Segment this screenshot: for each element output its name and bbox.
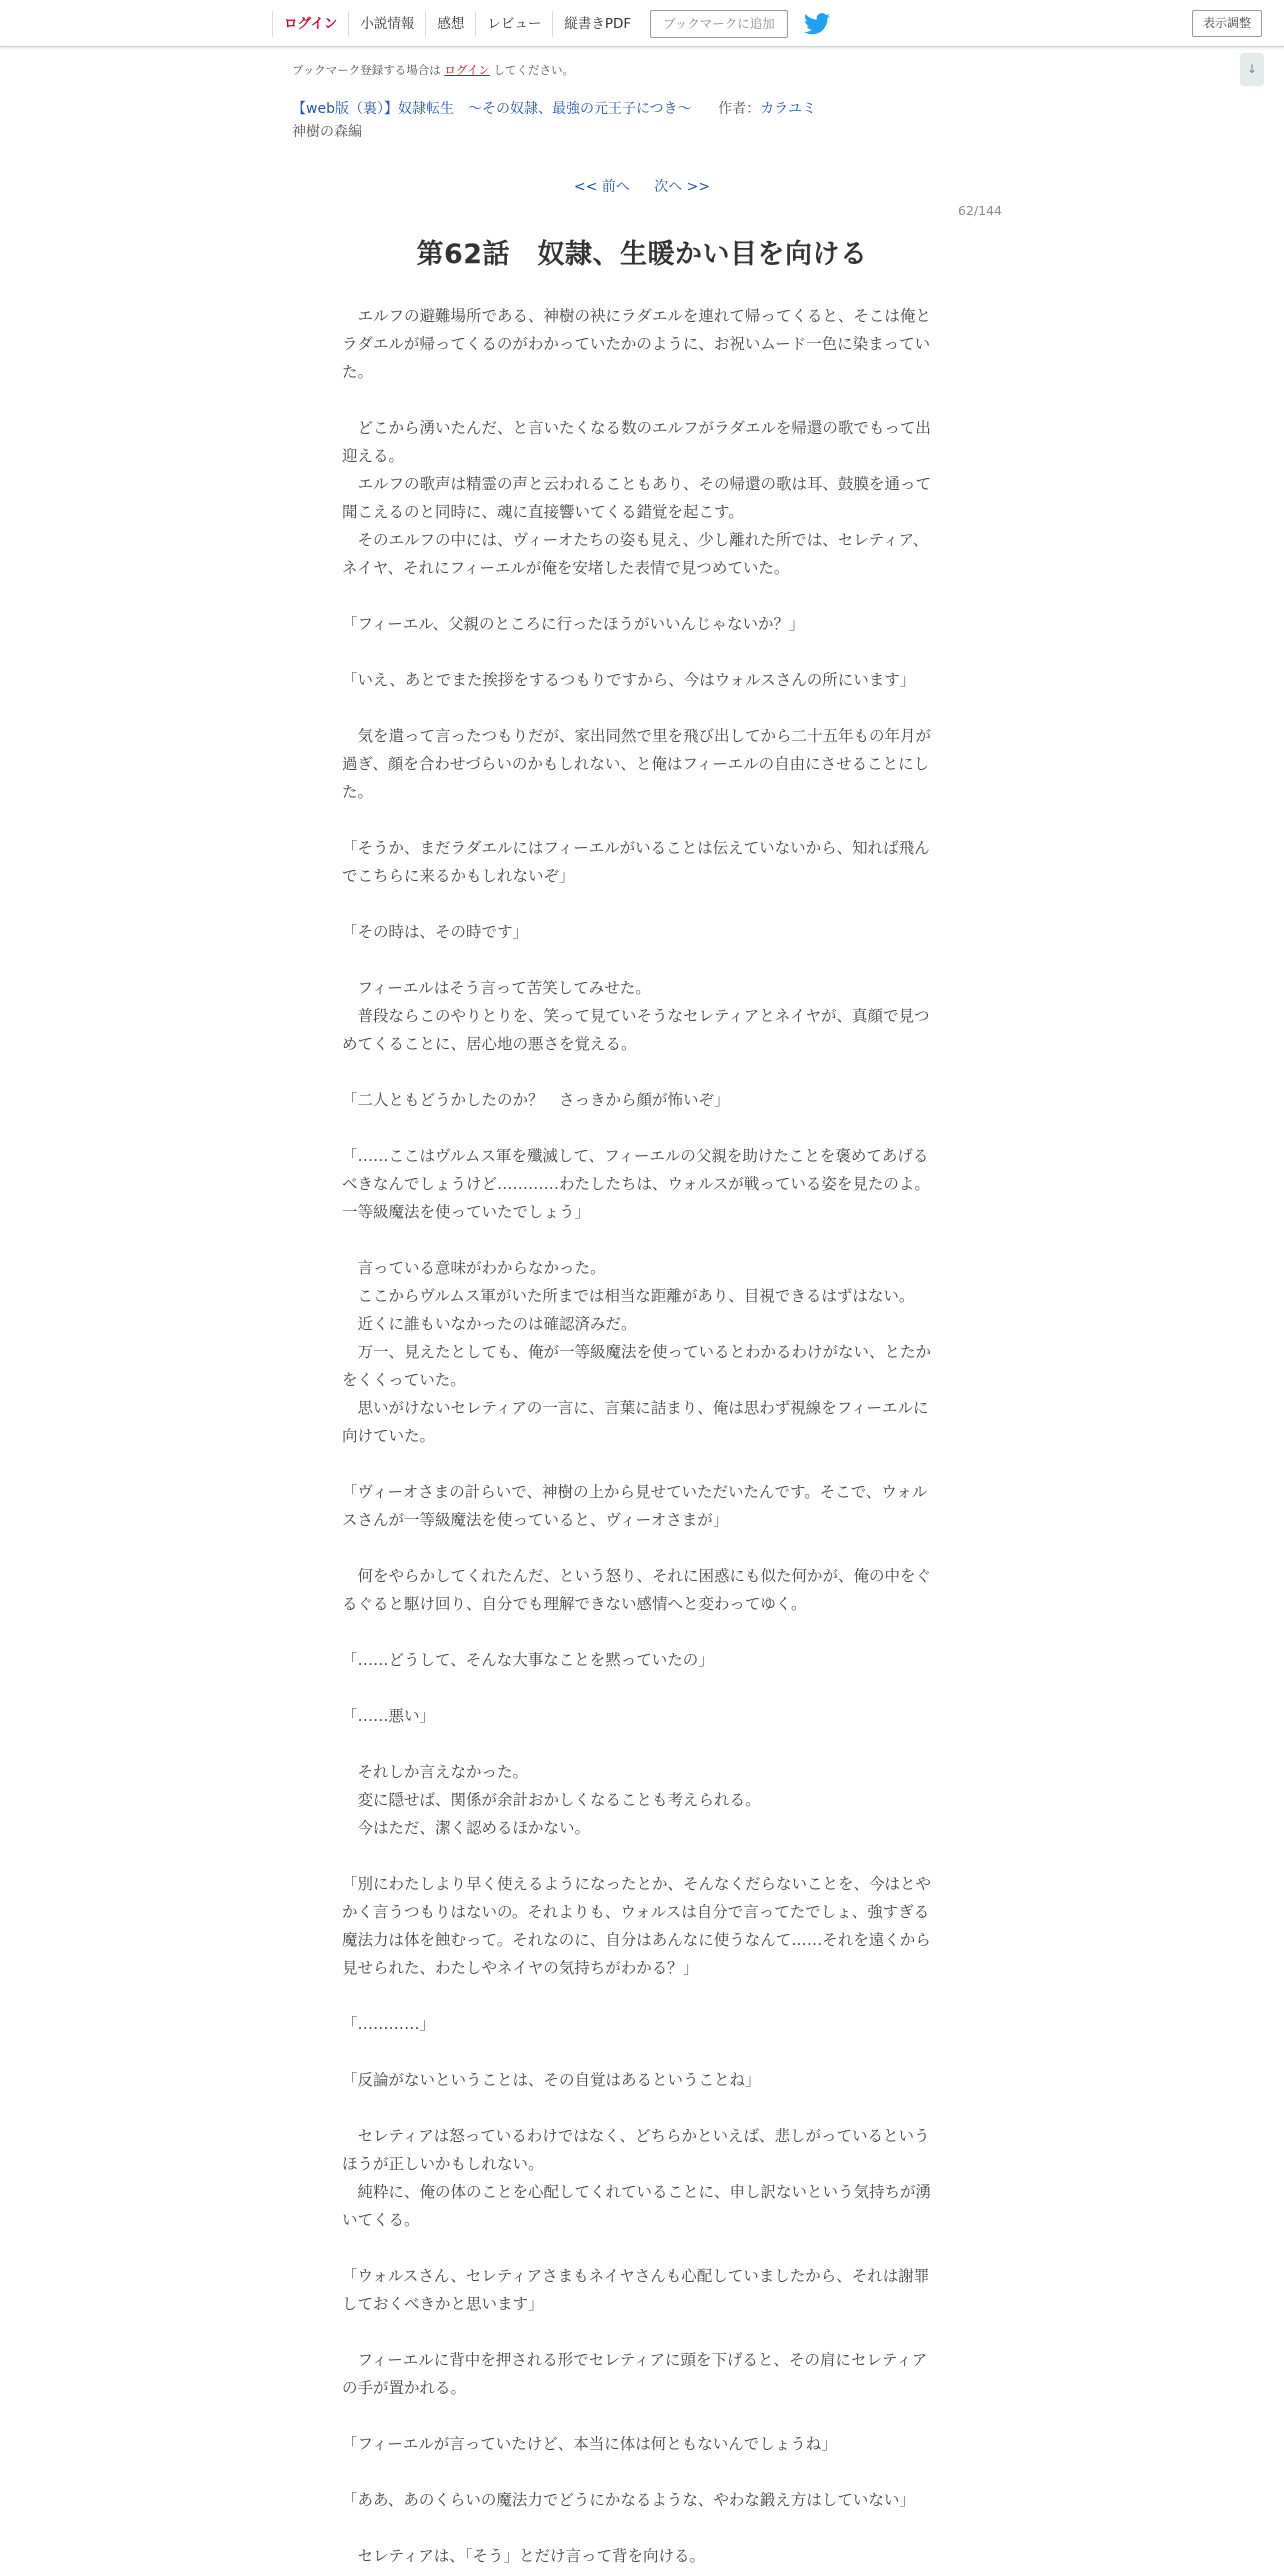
nav-review-link[interactable]: レビュー: [475, 11, 552, 37]
story-paragraph: 気を遣って言ったつもりだが、家出同然で里を飛び出してから二十五年もの年月が過ぎ、顔を合わせづらいのかもしれない、と俺はフィーエルの自由にさせることにした。: [342, 727, 932, 801]
blank-line: [342, 1674, 938, 1702]
author-label: 作者：: [718, 101, 761, 117]
story-paragraph: エルフの歌声は精霊の声と云われることもあり、その帰還の歌は耳、鼓膜を通って聞こえるのと同時に、魂に直接響いてくる錯覚を起こす。: [342, 475, 932, 521]
blank-line: [342, 1982, 938, 2010]
blank-line: [342, 638, 938, 666]
story-paragraph: 「フィーエルが言っていたけど、本当に体は何ともないんでしょうね」: [342, 2435, 837, 2453]
story-paragraph: 近くに誰もいなかったのは確認済みだ。: [342, 1315, 637, 1333]
blank-line: [342, 946, 938, 974]
blank-line: [342, 1730, 938, 1758]
blank-line: [342, 2094, 938, 2122]
story-paragraph: セレティアは、「そう」とだけ言って背を向ける。: [342, 2547, 706, 2565]
chapter-title: 第62話 奴隷、生暖かい目を向ける: [416, 239, 868, 270]
story-paragraph: エルフの避難場所である、神樹の袂にラダエルを連れて帰ってくると、そこは俺とラダエルが帰ってくるのがわかっていたかのように、お祝いムード一色に染まっていた。: [342, 307, 931, 381]
blank-line: [342, 2038, 938, 2066]
series-title-link[interactable]: 【web版（裏）】奴隷転生 ～その奴隷、最強の元王子につき～: [292, 101, 692, 117]
main-nav: [272, 9, 830, 39]
story-paragraph: 思いがけないセレティアの一言に、言葉に詰まり、俺は思わず視線をフィーエルに向けていた。: [342, 1399, 929, 1445]
blank-line: [342, 1058, 938, 1086]
story-paragraph: 「別にわたしより早く使えるようになったとか、そんなくだらないことを、今はとやかく言うつもりはないの。それよりも、ウォルスは自分で言ってたでしょ、強すぎる魔法力は体を蝕むって。それなのに、自分はあんなに使うなんて……それを遠くから見せられた、わたしやネイヤの気持ちがわかる？」: [342, 1875, 932, 1977]
login-notice-suffix: してください。: [493, 63, 574, 77]
blank-line: [342, 694, 938, 722]
story-paragraph: フィーエルはそう言って苦笑してみせた。: [342, 979, 651, 997]
chapter-body: [342, 302, 938, 2570]
story-paragraph: 変に隠せば、関係が余計おかしくなることも考えられる。: [342, 1791, 761, 1809]
prev-chapter-link[interactable]: << 前へ: [573, 179, 630, 195]
blank-line: [342, 2514, 938, 2542]
blank-line: [342, 1114, 938, 1142]
story-paragraph: 「……どうして、そんな大事なことを黙っていたの」: [342, 1651, 714, 1669]
login-notice: [292, 62, 574, 78]
story-paragraph: 「……悪い」: [342, 1707, 436, 1725]
story-paragraph: 「反論がないということは、その自覚はあるということね」: [342, 2071, 761, 2089]
blank-line: [342, 1842, 938, 1870]
story-paragraph: 万一、見えたとしても、俺が一等級魔法を使っているとわかるわけがない、とたかをくくっていた。: [342, 1343, 932, 1389]
blank-line: [342, 1226, 938, 1254]
story-paragraph: セレティアは怒っているわけではなく、どちらかといえば、悲しがっているというほうが正しいかもしれない。: [342, 2127, 930, 2173]
blank-line: [342, 1450, 938, 1478]
chapter-counter: 62/144: [958, 203, 1002, 218]
story-paragraph: 純粋に、俺の体のことを心配してくれていることに、申し訳ないという気持ちが湧いてくる。: [342, 2183, 932, 2229]
story-paragraph: それしか言えなかった。: [342, 1763, 529, 1781]
next-chapter-link[interactable]: 次へ >>: [654, 179, 711, 195]
blank-line: [342, 2402, 938, 2430]
story-paragraph: 「その時は、その時です」: [342, 923, 529, 941]
series-info: [292, 98, 816, 118]
story-paragraph: 「…………」: [342, 2015, 436, 2033]
story-paragraph: 「フィーエル、父親のところに行ったほうがいいんじゃないか？」: [342, 615, 805, 633]
story-paragraph: そのエルフの中には、ヴィーオたちの姿も見え、少し離れた所では、セレティア、ネイヤ、それにフィーエルが俺を安堵した表情で見つめていた。: [342, 531, 929, 577]
story-paragraph: 今はただ、潔く認めるほかない。: [342, 1819, 591, 1837]
story-paragraph: ここからヴルムス軍がいた所までは相当な距離があり、目視できるはずはない。: [342, 1287, 915, 1305]
blank-line: [342, 1618, 938, 1646]
blank-line: [342, 806, 938, 834]
display-settings-button[interactable]: 表示調整: [1192, 10, 1262, 37]
blank-line: [342, 890, 938, 918]
blank-line: [342, 582, 938, 610]
story-paragraph: 何をやらかしてくれたんだ、という怒り、それに困惑にも似た何かが、俺の中をぐるぐると駆け回り、自分でも理解できない感情へと変わってゆく。: [342, 1567, 932, 1613]
story-paragraph: 「……ここはヴルムス軍を殲滅して、フィーエルの父親を助けたことを褒めてあげるべきなんでしょうけど…………わたしたちは、ウォルスが戦っている姿を見たのよ。一等級魔法を使っていたでしょう」: [342, 1147, 930, 1221]
story-paragraph: 「ああ、あのくらいの魔法力でどうにかなるような、やわな鍛え方はしていない」: [342, 2491, 915, 2509]
story-paragraph: フィーエルに背中を押される形でセレティアに頭を下げると、その肩にセレティアの手が置かれる。: [342, 2351, 928, 2397]
nav-novel-info-link[interactable]: 小説情報: [348, 11, 425, 37]
add-bookmark-button[interactable]: ブックマークに追加: [650, 10, 788, 38]
story-paragraph: 「いえ、あとでまた挨拶をするつもりですから、今はウォルスさんの所にいます」: [342, 671, 916, 689]
blank-line: [342, 2458, 938, 2486]
author-name-link[interactable]: カラユミ: [760, 101, 817, 117]
twitter-bird-icon[interactable]: [804, 13, 830, 35]
chapter-pager: [0, 176, 1284, 196]
blank-line: [342, 1534, 938, 1562]
blank-line: [342, 2318, 938, 2346]
story-paragraph: どこから湧いたんだ、と言いたくなる数のエルフがラダエルを帰還の歌でもって出迎える。: [342, 419, 931, 465]
story-paragraph: 「ヴィーオさまの計らいで、神樹の上から見せていただいたんです。そこで、ウォルスさんが一等級魔法を使っていると、ヴィーオさまが」: [342, 1483, 928, 1529]
blank-line: [342, 386, 938, 414]
top-navigation-bar: [0, 0, 1284, 47]
blank-line: [342, 2234, 938, 2262]
nav-login-link[interactable]: ログイン: [272, 11, 348, 37]
nav-vertical-pdf-link[interactable]: 縦書きPDF: [552, 11, 642, 37]
story-paragraph: 「二人ともどうかしたのか？ さっきから顔が怖いぞ」: [342, 1091, 730, 1109]
login-notice-prefix: ブックマーク登録する場合は: [292, 63, 441, 77]
story-paragraph: 言っている意味がわからなかった。: [342, 1259, 606, 1277]
nav-impressions-link[interactable]: 感想: [425, 11, 475, 37]
scroll-down-button[interactable]: ↓: [1240, 53, 1264, 86]
story-paragraph: 普段ならこのやりとりを、笑って見ていそうなセレティアとネイヤが、真顔で見つめてくることに、居心地の悪さを覚える。: [342, 1007, 930, 1053]
login-notice-link[interactable]: ログイン: [444, 63, 490, 77]
story-paragraph: 「そうか、まだラダエルにはフィーエルがいることは伝えていないから、知れば飛んでこちらに来るかもしれないぞ」: [342, 839, 930, 885]
story-paragraph: 「ウォルスさん、セレティアさまもネイヤさんも心配していましたから、それは謝罪しておくべきかと思います」: [342, 2267, 930, 2313]
arc-title: 神樹の森編: [292, 124, 362, 140]
